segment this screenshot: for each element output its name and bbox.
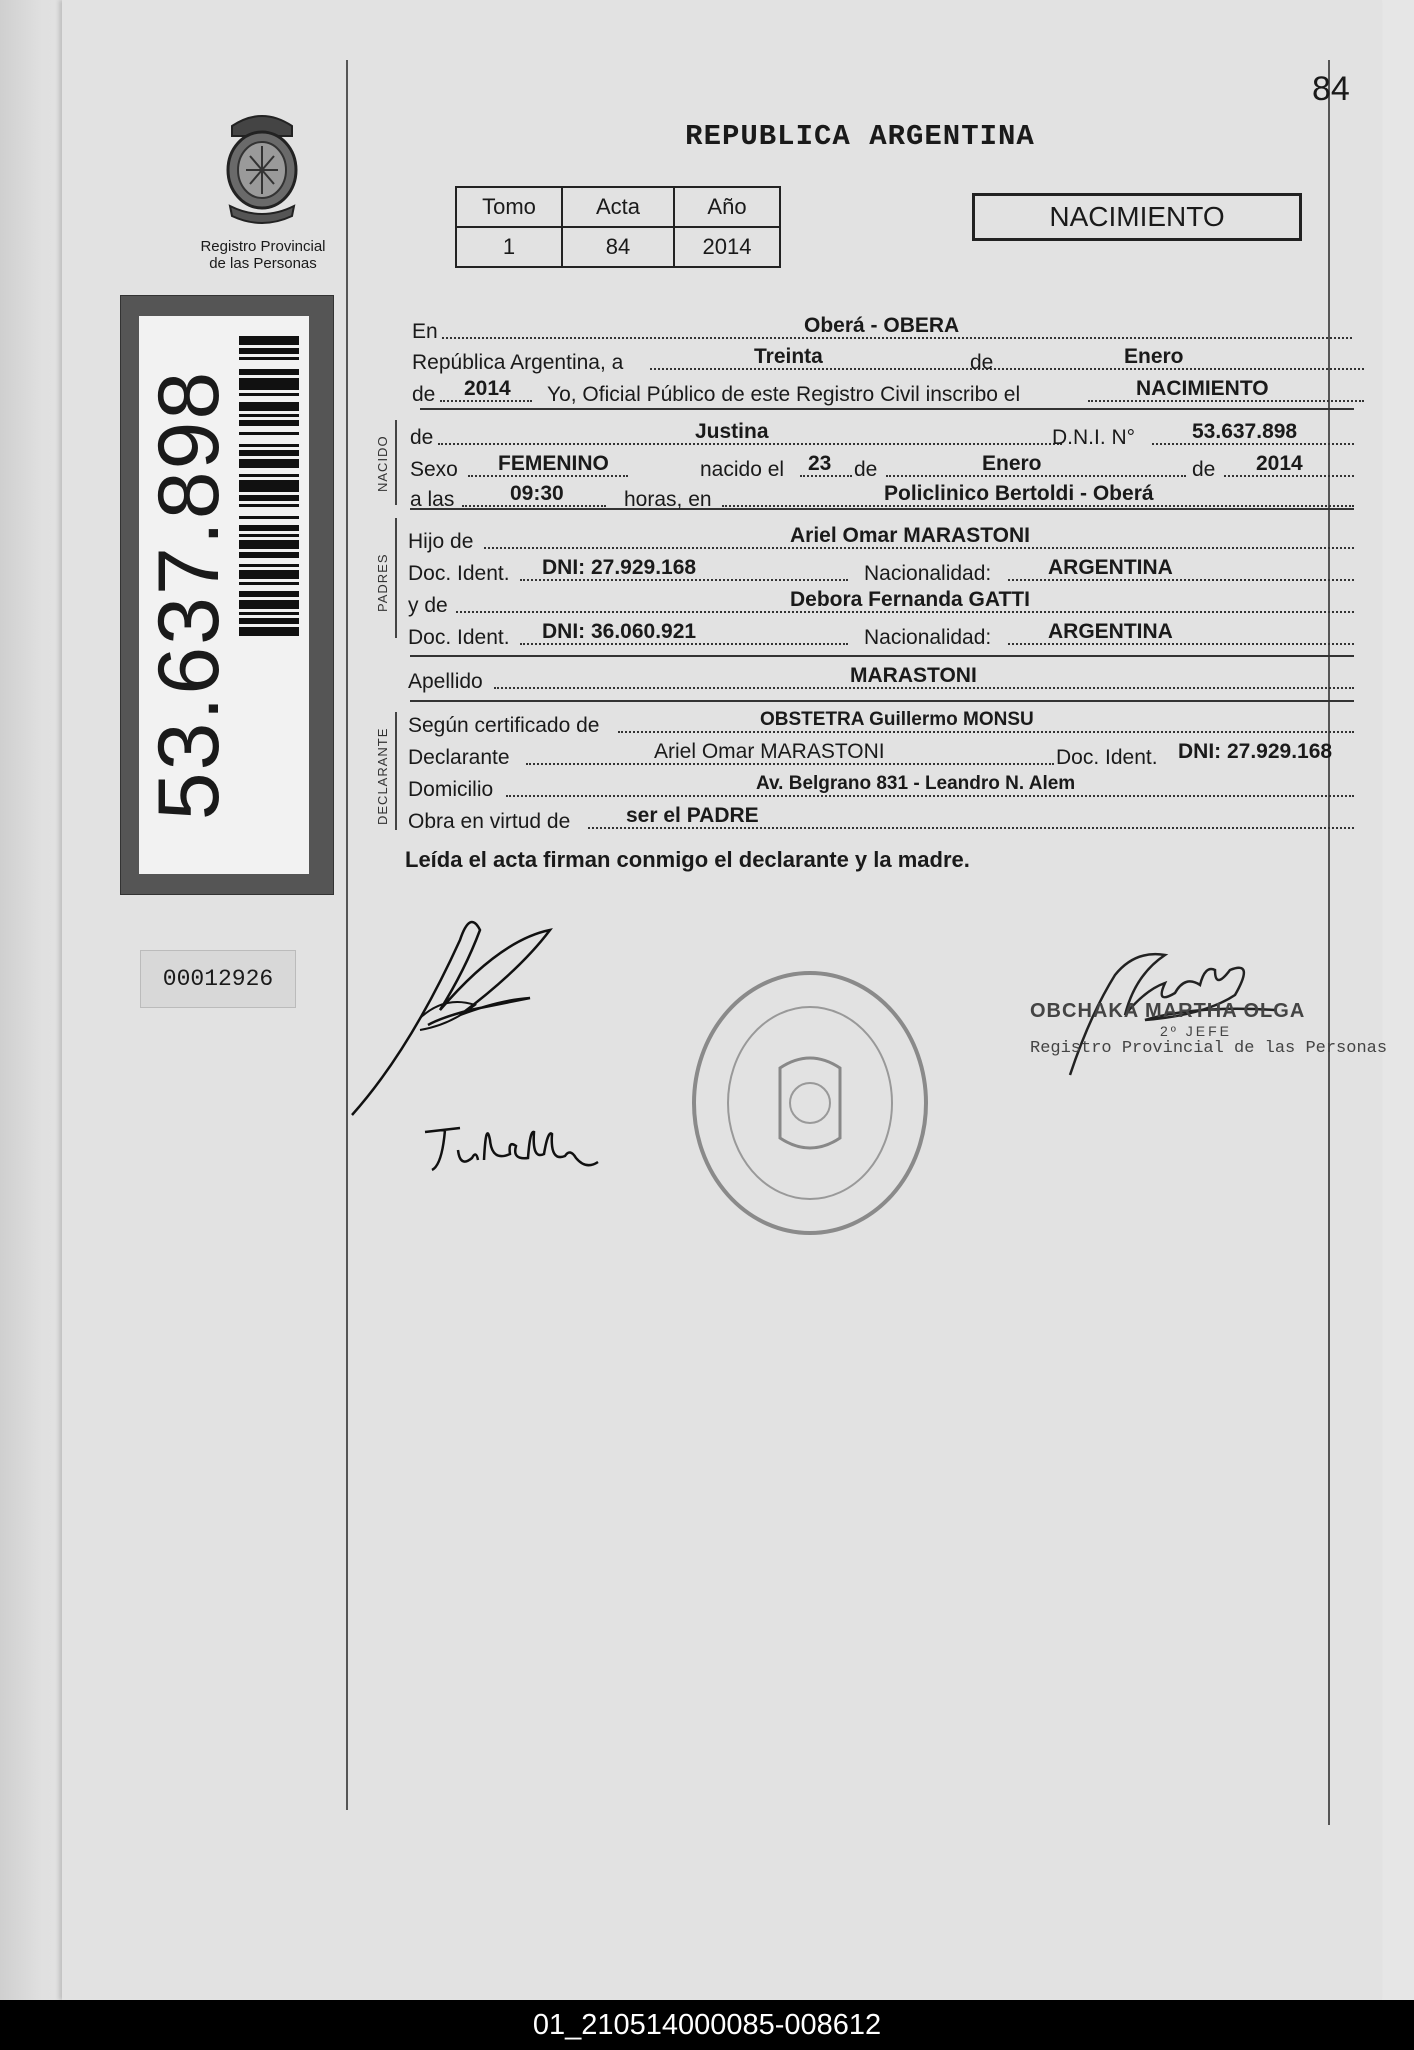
document-stamp-number: 00012926 bbox=[140, 950, 296, 1008]
barcode-bar bbox=[239, 393, 299, 396]
barcode-bar bbox=[239, 348, 299, 354]
scan-left-edge bbox=[0, 0, 70, 2000]
barcode-bar bbox=[239, 564, 299, 567]
book-value-acta: 84 bbox=[562, 227, 674, 267]
birth-year: 2014 bbox=[1256, 452, 1303, 475]
mother-nationality: ARGENTINA bbox=[1048, 620, 1173, 643]
mother-signature-icon bbox=[420, 1110, 620, 1190]
apellido-value: MARASTONI bbox=[850, 664, 977, 687]
barcode-bar bbox=[239, 450, 299, 456]
barcode-bar bbox=[239, 504, 299, 507]
section-label-nacido: NACIDO bbox=[375, 435, 390, 492]
declarante-value: Ariel Omar MARASTONI bbox=[654, 740, 885, 763]
sexo-label: Sexo bbox=[410, 458, 458, 481]
barcode-bar bbox=[239, 516, 299, 519]
separator-after-apellido bbox=[410, 700, 1354, 702]
barcode-bar bbox=[239, 357, 299, 360]
barcode-bar bbox=[239, 627, 299, 636]
barcode-label bbox=[120, 295, 334, 895]
certificado-label: Según certificado de bbox=[408, 714, 600, 737]
year-value: 2014 bbox=[464, 377, 511, 400]
separator-after-nacido bbox=[410, 508, 1354, 510]
barcode-bar bbox=[239, 534, 299, 537]
row-domicilio bbox=[408, 770, 1354, 801]
barcode-bar bbox=[239, 600, 299, 609]
en-value: Oberá - OBERA bbox=[804, 314, 960, 337]
declarante-section-bar bbox=[395, 712, 397, 830]
padres-section-bar bbox=[395, 518, 397, 638]
barcode-bar bbox=[239, 618, 299, 624]
row-father-doc bbox=[408, 554, 1354, 585]
birth-month: Enero bbox=[982, 452, 1042, 475]
barcode-bar bbox=[239, 582, 299, 585]
domicilio-label: Domicilio bbox=[408, 778, 494, 801]
book-header-acta: Acta bbox=[562, 187, 674, 227]
row-certificado bbox=[408, 706, 1354, 737]
misiones-coat-of-arms-icon bbox=[212, 108, 312, 228]
apellido-label: Apellido bbox=[408, 670, 483, 693]
heading: REPUBLICA ARGENTINA bbox=[685, 120, 1035, 153]
nacido-el-label: nacido el bbox=[700, 458, 785, 481]
hijo-de-label: Hijo de bbox=[408, 530, 474, 553]
row-mother bbox=[408, 586, 1354, 617]
barcode-bar bbox=[239, 474, 299, 477]
file-id: 01_210514000085-008612 bbox=[0, 2000, 1414, 2050]
barcode-bar bbox=[239, 432, 299, 435]
row-date bbox=[412, 343, 1352, 374]
barcode-bar bbox=[239, 552, 299, 558]
barcode-bar bbox=[239, 495, 299, 501]
declarante-doc-label: Doc. Ident. bbox=[1056, 746, 1158, 769]
row-mother-doc bbox=[408, 618, 1354, 649]
logo-caption-line1: Registro Provincial bbox=[200, 238, 326, 255]
sexo-value: FEMENINO bbox=[498, 452, 609, 475]
declarant-signature-icon bbox=[350, 900, 610, 1130]
row-nacido-name bbox=[410, 418, 1354, 449]
mother-doc-label: Doc. Ident. bbox=[408, 626, 510, 649]
official-title: 2º JEFE bbox=[1160, 1023, 1233, 1039]
registry-seal-icon bbox=[690, 968, 930, 1238]
barcode-dni-number: 53.637.898 bbox=[141, 369, 237, 821]
domicilio-value: Av. Belgrano 831 - Leandro N. Alem bbox=[756, 773, 1076, 794]
barcode-bar bbox=[239, 540, 299, 549]
row-apellido bbox=[408, 662, 1354, 693]
record-type-box: NACIMIENTO bbox=[972, 193, 1302, 241]
birth-de-label-1: de bbox=[854, 458, 878, 481]
birth-day: 23 bbox=[808, 452, 832, 475]
father-nationality: ARGENTINA bbox=[1048, 556, 1173, 579]
father-doc-label: Doc. Ident. bbox=[408, 562, 510, 585]
republica-label: República Argentina, a bbox=[412, 351, 624, 374]
barcode-bar bbox=[239, 378, 299, 390]
official-office: Registro Provincial de las Personas bbox=[1030, 1039, 1388, 1058]
official-name: OBCHAKA MARTHA OLGA bbox=[1030, 1000, 1306, 1022]
mother-name: Debora Fernanda GATTI bbox=[790, 588, 1030, 611]
barcode-bar bbox=[239, 444, 299, 447]
date-de-label-1: de bbox=[970, 351, 994, 374]
birth-time: 09:30 bbox=[510, 482, 564, 505]
row-nacido-place bbox=[410, 480, 1354, 511]
book-value-anio: 2014 bbox=[674, 227, 780, 267]
barcode-bar bbox=[239, 525, 299, 531]
month-value: Enero bbox=[1124, 345, 1184, 368]
mother-nat-label: Nacionalidad: bbox=[864, 626, 992, 649]
separator-after-padres bbox=[410, 655, 1354, 657]
mother-doc: DNI: 36.060.921 bbox=[542, 620, 697, 643]
row-father bbox=[408, 522, 1354, 553]
certificado-value: OBSTETRA Guillermo MONSU bbox=[760, 709, 1034, 730]
left-margin-rule bbox=[346, 60, 348, 1810]
declarante-doc: DNI: 27.929.168 bbox=[1178, 740, 1333, 763]
closing-statement: Leída el acta firman conmigo el declarante y la madre. bbox=[405, 847, 970, 872]
nacido-de-label: de bbox=[410, 426, 434, 449]
en-label: En bbox=[412, 320, 438, 343]
book-header-tomo: Tomo bbox=[456, 187, 562, 227]
row-en bbox=[412, 312, 1352, 343]
barcode-bar bbox=[239, 369, 299, 375]
birth-place: Policlinico Bertoldi - Oberá bbox=[884, 482, 1154, 505]
nacido-dni: 53.637.898 bbox=[1192, 420, 1298, 443]
logo-caption bbox=[188, 238, 338, 272]
book-header-anio: Año bbox=[674, 187, 780, 227]
obra-label: Obra en virtud de bbox=[408, 810, 571, 833]
row-declarante bbox=[408, 738, 1354, 769]
birth-de-label-2: de bbox=[1192, 458, 1216, 481]
a-las-label: a las bbox=[410, 488, 455, 511]
barcode-bar bbox=[239, 570, 299, 579]
section-label-declarante: DECLARANTE bbox=[375, 727, 390, 825]
father-doc: DNI: 27.929.168 bbox=[542, 556, 697, 579]
barcode-bar bbox=[239, 612, 299, 615]
barcode-bar bbox=[239, 336, 299, 345]
father-name: Ariel Omar MARASTONI bbox=[790, 524, 1030, 547]
row-obra bbox=[408, 802, 1354, 833]
barcode-icon bbox=[239, 336, 299, 856]
book-value-tomo: 1 bbox=[456, 227, 562, 267]
section-label-padres: PADRES bbox=[375, 553, 390, 612]
row-statement bbox=[412, 375, 1352, 406]
date-de-label-2: de bbox=[412, 383, 436, 406]
barcode-bar bbox=[239, 402, 299, 411]
barcode-bar bbox=[239, 480, 299, 492]
page-number: 84 bbox=[1312, 70, 1350, 108]
row-nacido-sexo bbox=[410, 450, 1354, 481]
statement-text: Yo, Oficial Público de este Registro Civil inscribo el bbox=[547, 383, 1021, 406]
horas-en-label: horas, en bbox=[624, 488, 712, 511]
obra-value: ser el PADRE bbox=[626, 804, 759, 827]
barcode-bar bbox=[239, 459, 299, 468]
y-de-label: y de bbox=[408, 594, 448, 617]
barcode-bar bbox=[239, 591, 299, 597]
declarante-label: Declarante bbox=[408, 746, 510, 769]
nacido-section-bar bbox=[395, 420, 397, 505]
logo-caption-line2: de las Personas bbox=[209, 255, 317, 272]
nacido-name: Justina bbox=[695, 420, 769, 443]
father-nat-label: Nacionalidad: bbox=[864, 562, 992, 585]
barcode-label-inner bbox=[139, 316, 309, 874]
official-stamp bbox=[1030, 1000, 1387, 1058]
barcode-bar bbox=[239, 420, 299, 426]
dni-label: D.N.I. N° bbox=[1052, 426, 1136, 449]
barcode-bar bbox=[239, 414, 299, 417]
book-table bbox=[455, 186, 781, 268]
record-value: NACIMIENTO bbox=[1136, 377, 1269, 400]
day-value: Treinta bbox=[754, 345, 823, 368]
